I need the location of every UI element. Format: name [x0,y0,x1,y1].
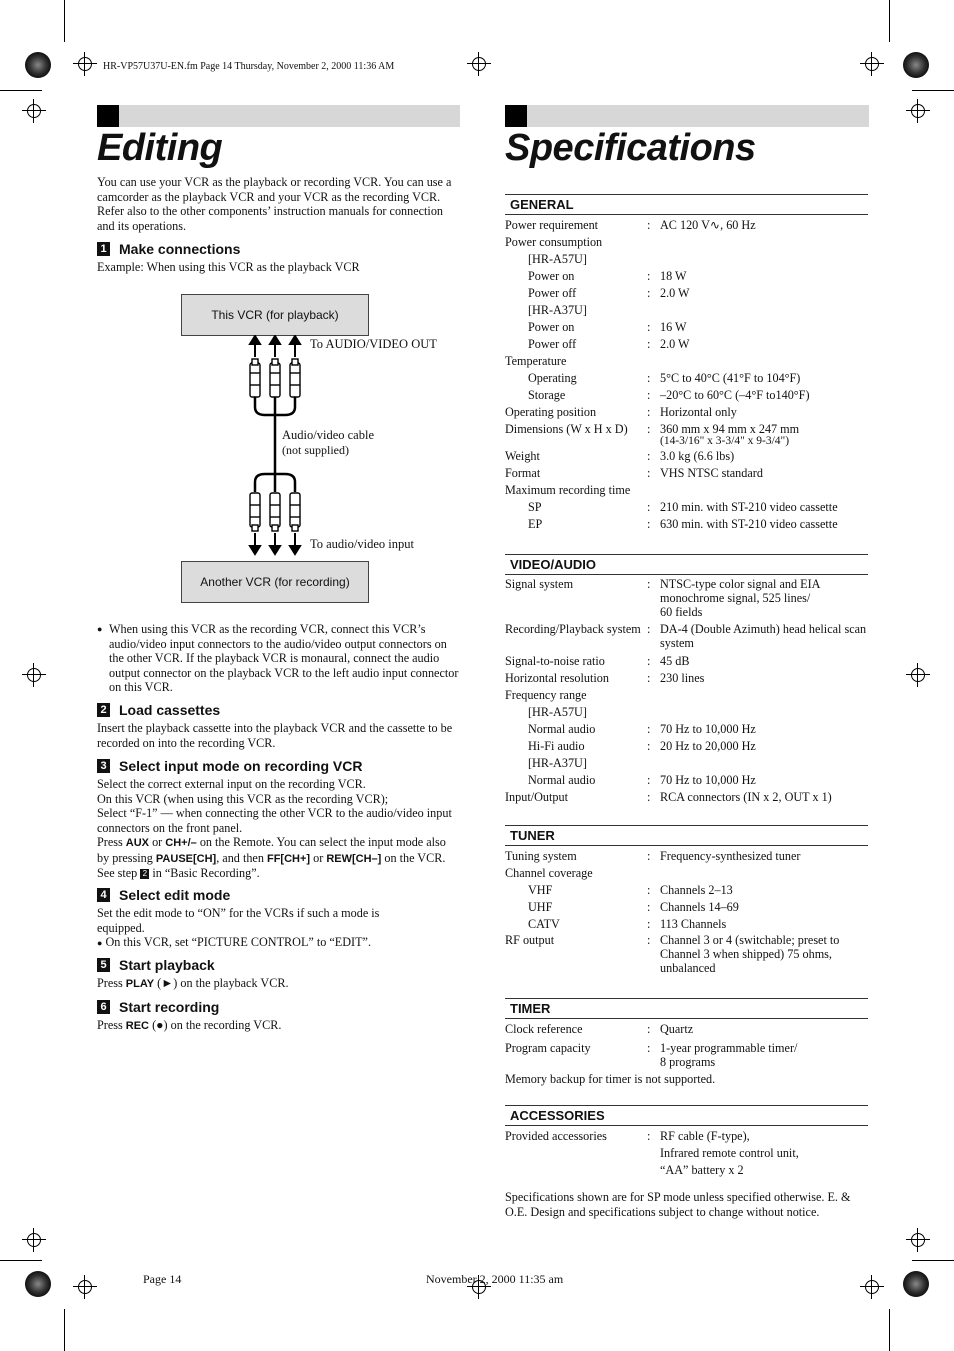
step-number: 5 [97,958,110,972]
crop-mark [64,0,65,42]
spec-row: Power on : 18 W [528,269,687,283]
crosshair-mark [906,663,930,687]
spec-row: Power off : 2.0 W [528,337,690,351]
spec-row: Tuning system : Frequency-synthesized tuner [505,849,801,863]
recording-vcr-label: Another VCR (for recording) [200,575,350,589]
memory-backup-note: Memory backup for timer is not supported. [505,1072,716,1086]
spec-row: [HR-A37U] [528,756,587,770]
accessories-heading: ACCESSORIES [505,1105,868,1126]
play-icon: ► [161,976,174,990]
spec-row: Maximum recording time [505,483,631,497]
spec-row: Signal system : NTSC-type color signal and EIA monochrome signal, 525 lines/ 60 fields [505,577,820,619]
step-4-heading [97,887,230,903]
record-icon: ● [156,1018,164,1032]
step-2-heading [97,702,220,718]
registration-disc-bottom-left [25,1271,51,1297]
spec-row: Recording/Playback system : DA-4 (Double Azimuth) head helical scan system [505,622,867,650]
crop-mark [0,90,42,91]
crop-mark [0,1260,42,1261]
step-ref-icon: 2 [140,869,149,879]
crosshair-mark [22,663,46,687]
specs-title-bar [505,105,869,127]
step-2-text: Insert the playback cassette into the playback VCR and the cassette to be recorded on into the recording VCR. [97,721,453,750]
spec-row: Hi-Fi audio : 20 Hz to 20,000 Hz [528,739,756,753]
step-number: 4 [97,888,110,902]
spec-row: Temperature [505,354,567,368]
spec-row: Power requirement : AC 120 V∿, 60 Hz [505,218,756,232]
audio-video-input-label: To audio/video input [310,537,414,551]
crosshair-mark [906,1228,930,1252]
cable-label: Audio/video cable [282,428,374,442]
step-number: 1 [97,242,110,256]
tuner-heading: TUNER [505,825,868,846]
spec-row: Storage : –20°C to 60°C (–4°F to140°F) [528,388,810,402]
timer-table [505,1021,868,1088]
crosshair-mark [860,52,884,76]
spec-row: Channel coverage [505,866,593,880]
spec-row: Dimensions (W x H x D) : 360 mm x 94 mm x 247 mm (14-3/16" x 3-3/4" x 9-3/4") [505,422,800,447]
cable-lines [255,397,295,492]
spec-row: EP : 630 min. with ST-210 video cassette [528,517,838,531]
playback-vcr-box [181,294,369,336]
crosshair-mark [906,99,930,123]
playback-vcr-label: This VCR (for playback) [211,308,339,322]
step-5-text: Press PLAY (►) on the playback VCR. [97,976,289,990]
crosshair-mark [73,52,97,76]
page-header: HR-VP57U37U-EN.fm Page 14 Thursday, November 2, 2000 11:36 AM [103,61,395,72]
spec-row: Provided accessories : RF cable (F-type), Infrared remote control unit, “AA” battery x 2 [505,1129,799,1177]
spec-row: RF output : Channel 3 or 4 (switchable; preset to Channel 3 when shipped) 75 ohms, unbalanced [505,933,840,975]
timer-section [505,998,868,1088]
crosshair-mark [73,1275,97,1299]
specs-title: Specifications [505,127,756,169]
step-1-heading [97,241,240,257]
spec-row: Program capacity : 1-year programmable timer/ 8 programs [505,1041,798,1069]
step-title: Make connections [119,241,241,257]
step-title: Select edit mode [119,887,231,903]
step-6-text: Press REC (●) on the recording VCR. [97,1018,282,1032]
general-table [505,217,868,533]
step-number: 3 [97,759,110,773]
spec-row: CATV : 113 Channels [528,917,727,931]
step-4-bullet [97,935,371,951]
step-6-heading [97,999,219,1015]
step-5-heading [97,957,215,973]
step-1-example: Example: When using this VCR as the playback VCR [97,260,360,274]
spec-row: Operating position : Horizontal only [505,405,737,419]
step-title: Start playback [119,957,215,973]
specs-footer-note: Specifications shown are for SP mode unless specified otherwise. E. & O.E. Design and specifications subject to change without notice. [505,1190,851,1219]
tuner-table [505,848,868,975]
audio-video-out-label: To AUDIO/VIDEO OUT [310,337,437,351]
registration-disc-top-right [903,52,929,78]
spec-row: Power on : 16 W [528,320,687,334]
timer-heading: TIMER [505,998,868,1019]
spec-row: Normal audio : 70 Hz to 10,000 Hz [528,773,756,787]
page-number: Page 14 [143,1272,182,1286]
step-number: 2 [97,703,110,717]
editing-title: Editing [97,127,223,169]
step-4-text: Set the edit mode to “ON” for the VCRs if such a mode is equipped. [97,906,380,935]
spec-row: Clock reference : Quartz [505,1022,694,1036]
video-audio-section [505,554,868,806]
step-number: 6 [97,1000,110,1014]
editing-intro: You can use your VCR as the playback or recording VCR. You can use a camcorder as the playback VCR and your VCR as the recording VCR. Refer also to the other components’ instruction manuals for connection and its operations. [97,175,452,233]
spec-row: [HR-A57U] [528,252,587,266]
general-section [505,194,868,533]
step-3-text: Select the correct external input on the recording VCR. On this VCR (when using this VCR as the recording VCR); Select “F-1” — when connecting the other VCR to the audio/video input connectors on the front panel. Press AUX or CH+/– on the Remote. You can select the input mode also by pressing PAUSE[CH], and then FF[CH+] or REW[CH–] on the VCR. See step 2 in “Basic Recording”. [97,777,452,880]
crop-mark [912,90,954,91]
crosshair-mark [22,99,46,123]
crop-mark [889,1309,890,1351]
spec-row: SP : 210 min. with ST-210 video cassette [528,500,838,514]
crosshair-mark [467,52,491,76]
video-audio-table [505,577,868,806]
spec-row: [HR-A57U] [528,705,587,719]
editing-title-bar [97,105,460,127]
av-cable-diagram [240,335,310,560]
spec-row: [HR-A37U] [528,303,587,317]
accessories-section [505,1105,868,1179]
crosshair-mark [22,1228,46,1252]
tuner-section [505,825,868,975]
downward-arrows [250,533,300,554]
spec-row: Signal-to-noise ratio : 45 dB [505,654,690,668]
top-rca-plugs [250,359,300,397]
bullet-icon: ● [97,624,103,634]
step-title: Load cassettes [119,702,221,718]
step-title: Select input mode on recording VCR [119,758,363,774]
bottom-rca-plugs [250,493,300,531]
crop-mark [64,1309,65,1351]
spec-row: UHF : Channels 14–69 [528,900,739,914]
spec-row: Power consumption [505,235,603,249]
spec-row: Input/Output : RCA connectors (IN x 2, OUT x 1) [505,790,832,804]
registration-disc-top-left [25,52,51,78]
connection-note [97,622,459,695]
crosshair-mark [860,1275,884,1299]
spec-row: Normal audio : 70 Hz to 10,000 Hz [528,722,756,736]
step-title: Start recording [119,999,220,1015]
general-heading: GENERAL [505,194,868,215]
accessories-table [505,1128,868,1179]
print-date: November 2, 2000 11:35 am [426,1272,564,1286]
step-3-heading [97,758,362,774]
spec-row: Power off : 2.0 W [528,286,690,300]
spec-row: Format : VHS NTSC standard [505,466,763,480]
connection-note-text: When using this VCR as the recording VCR, connect this VCR’s audio/video input connectors to the audio/video output connectors on the other VCR. If the playback VCR is monaural, connect the audio output connector on the playback VCR to the left audio input connector on this VCR. [109,622,459,694]
spec-row: Frequency range [505,688,587,702]
spec-row: Operating : 5°C to 40°C (41°F to 104°F) [528,371,801,385]
upward-arrows [250,336,300,357]
spec-row: Horizontal resolution : 230 lines [505,671,705,685]
crop-mark [912,1260,954,1261]
recording-vcr-box [181,561,369,603]
spec-row: Weight : 3.0 kg (6.6 lbs) [505,449,735,463]
video-audio-heading: VIDEO/AUDIO [505,554,868,575]
registration-disc-bottom-right [903,1271,929,1297]
crop-mark [889,0,890,42]
cable-note: (not supplied) [282,443,349,457]
step-4-bullet-text: On this VCR, set “PICTURE CONTROL” to “EDIT”. [105,935,371,949]
bullet-icon: ● [97,938,103,948]
spec-row: VHF : Channels 2–13 [528,883,733,897]
